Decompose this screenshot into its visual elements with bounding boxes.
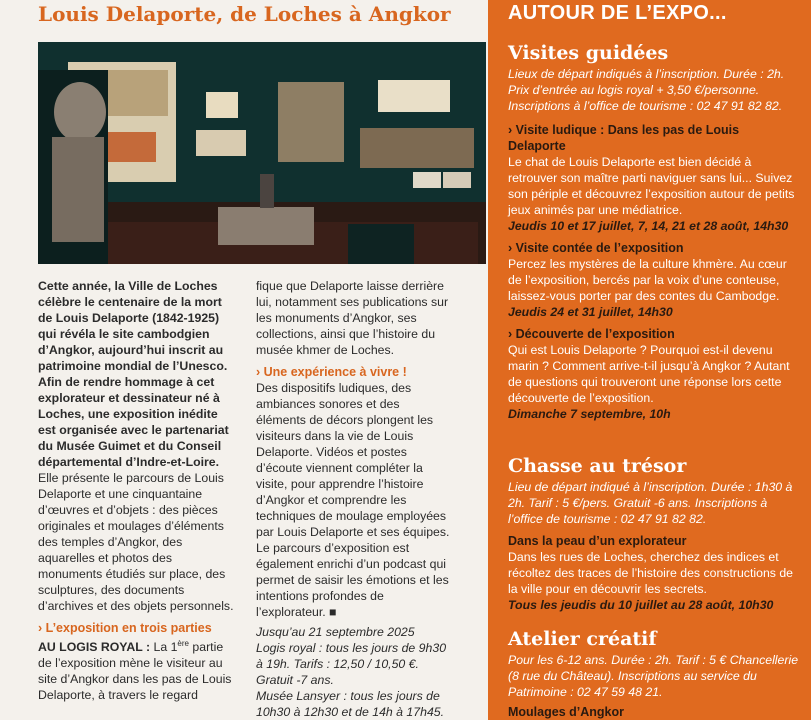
part-one-label: AU LOGIS ROYAL : [38,640,151,655]
intro-bold-text: Cette année, la Ville de Loches célèbre le centenaire de la mort de Louis Delaporte (1842-1925) qui révéla le site cambodgien d’Angkor, aujourd’hui inscrit au patrimoine mondial de l’Unesco. Afin de rendre hommage à cet explorateur et dessinateur né à Loches, une exposition inédite est organisée avec le partenariat du Musée Guimet et du Conseil départemental d’Indre-et-Loire. [38,279,229,469]
logis-hours: Logis royal : tous les jours de 9h30 à 19h. Tarifs : 12,50 / 10,50 €. Gratuit -7 ans. [256,641,447,687]
visite-contee-text: Percez les mystères de la culture khmère. Au cœur de l’exposition, bercés par la voix d’une conteuse, laissez-vous porter par des contes du Cambodge. [508,257,787,303]
subhead-experience: › Une expérience à vivre ! [256,365,407,379]
right-page [488,0,811,720]
article-title: Louis Delaporte, de Loches à Angkor [38,2,451,26]
exhibition-room-image [38,42,486,264]
explorateur-dates: Tous les jeudis du 10 juillet au 28 août, 10h30 [508,598,774,612]
intro-text: Elle présente le parcours de Louis Delaporte et une cinquantaine d’œuvres et d’objets : des pièces originales et moulages d’éléments des temples d’Angkor, des aquarelles et photos des monuments étudiés sur place, des sculptures, des documents d’archives et des objets personnels. [38,471,234,613]
explorateur-text: Dans les rues de Loches, cherchez des indices et récoltez des traces de l’histoire des constructions de la ville pour en découvrir les secrets. [508,550,794,596]
visites-title: Visites guidées [508,42,669,64]
visite-ludique-title: › Visite ludique : Dans les pas de Louis Delaporte [508,123,740,153]
chasse-section [508,455,800,613]
visites-section [508,42,800,422]
explorateur-title: Dans la peau d’un explorateur [508,534,687,548]
atelier-section [508,628,800,720]
decouverte-title: › Découverte de l’exposition [508,327,675,341]
experience-text: Des dispositifs ludiques, des ambiances sonores et des éléments de décors plongent les visiteurs dans la vie de Louis Delaporte. Vidéos et postes d’écoute viennent compléter la visite, pour apprendre l’histoire d’Angkor et comprendre les techniques de moulage employées par Louis Delaporte et ses équipes. Le parcours d’exposition est également enrichi d’un podcast qui permet de saisir les émotions et les intentions profondes de l’explorateur. ■ [256,381,450,619]
column-one [38,278,234,703]
exhibition-dates: Jusqu’au 21 septembre 2025 [256,625,415,639]
atelier-title: Atelier créatif [508,628,657,650]
atelier-info: Pour les 6-12 ans. Durée : 2h. Tarif : 5 € Chancellerie (8 rue du Château). Inscriptions au service du Patrimoine : 02 47 59 48 21. [508,653,799,699]
moulages-title: Moulages d’Angkor [508,705,624,719]
part-one-text-b: partie de l’exposition mène le visiteur au site d’Angkor dans les pas de Louis Delaporte, à travers le regard [38,640,232,703]
visite-contee-dates: Jeudis 24 et 31 juillet, 14h30 [508,305,673,319]
continued-text: fique que Delaporte laisse derrière lui, notamment ses publications sur les monuments d’Angkor, ses collections, ainsi que l’histoire du musée khmer de Loches. [256,279,449,357]
visite-ludique-dates: Jeudis 10 et 17 juillet, 7, 14, 21 et 28 août, 14h30 [508,219,789,233]
part-one-sup: ère [177,639,189,648]
decouverte-text: Qui est Louis Delaporte ? Pourquoi est-il devenu marin ? Comment arrive-t-il jusqu’à Angkor ? Autant de questions qui trouveront une réponse lors cette découverte de l’exposition. [508,343,790,405]
exhibition-photo [38,42,486,264]
part-one-text-a: La 1 [150,640,178,655]
subhead-three-parts: › L’exposition en trois parties [38,621,212,635]
lansyer-hours: Musée Lansyer : tous les jours de 10h30 à 12h30 et de 14h à 17h45. [256,689,445,719]
decouverte-dates: Dimanche 7 septembre, 10h [508,407,671,421]
chasse-info: Lieu de départ indiqué à l’inscription. Durée : 1h30 à 2h. Tarif : 5 €/pers. Gratuit -6 ans. Inscriptions à l’office de tourisme : 02 47 91 82 82. [508,480,793,526]
autour-header: AUTOUR DE L’EXPO... [508,2,727,24]
part-one-paragraph [38,636,234,703]
chasse-title: Chasse au trésor [508,455,687,477]
column-two [256,278,452,720]
visite-contee-title: › Visite contée de l’exposition [508,241,684,255]
visite-ludique-text: Le chat de Louis Delaporte est bien décidé à retrouver son maître parti naviguer sans lui... Suivez son périple et découvrez l’exposition autour de petits jeux animés par une médiatrice. [508,155,795,217]
visites-info: Lieux de départ indiqués à l’inscription. Durée : 2h. Prix d’entrée au logis royal + 3,50 €/personne. Inscriptions à l’office de tourisme : 02 47 91 82 82. [508,67,785,113]
